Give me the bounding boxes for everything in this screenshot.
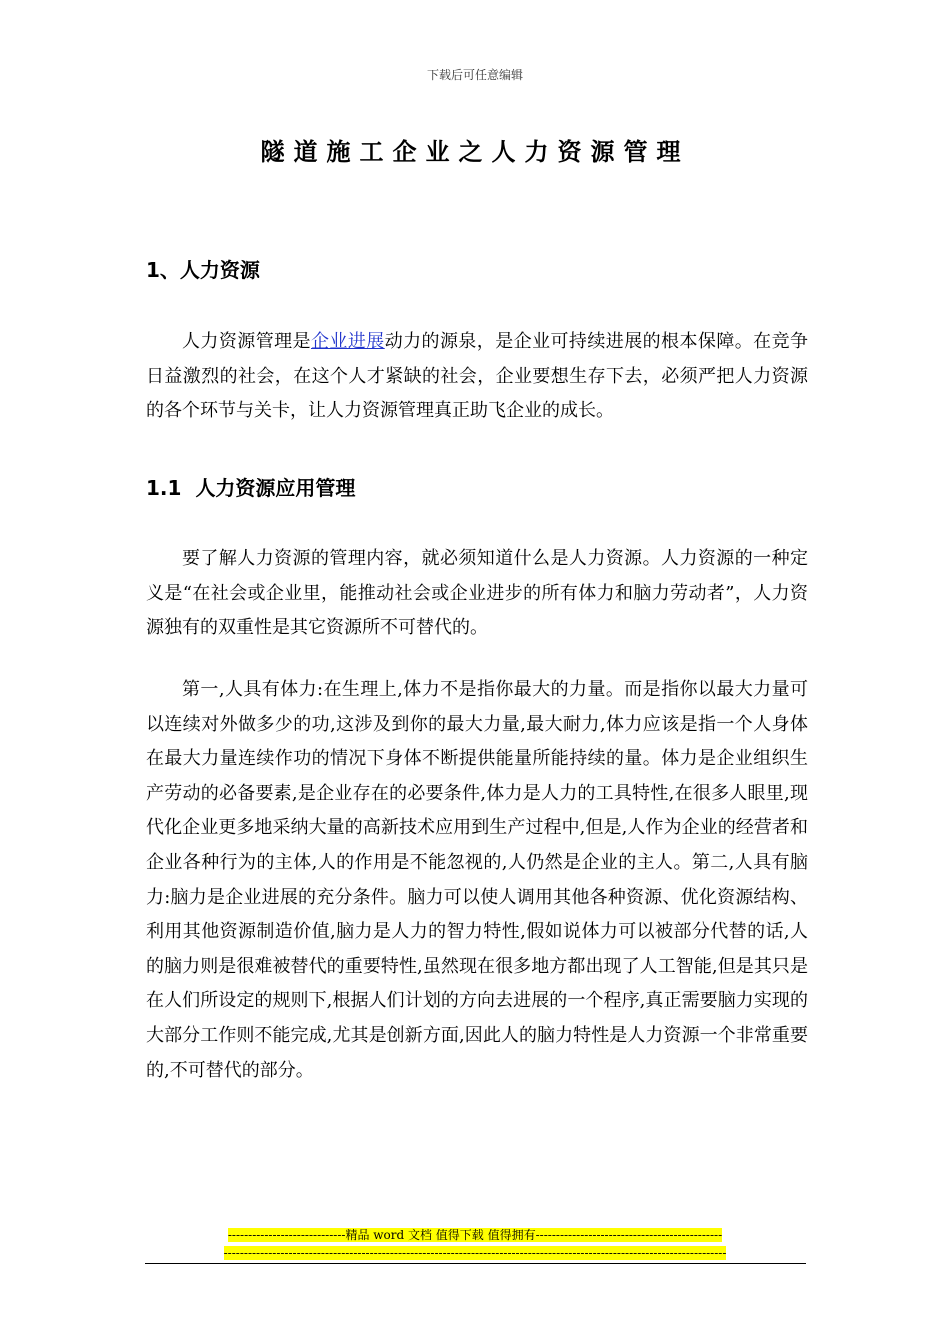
- section-1-1-paragraph-2: 第一,人具有体力:在生理上,体力不是指你最大的力量。而是指你以最大力量可以连续对外做多少的功,这涉及到你的最大力量,最大耐力,体力应该是指一个人身体在最大力量连续作功的情况下身体不断提供能量所能持续的量。体力是企业组织生产劳动的必备要素,是企业存在的必要条件,体力是人力的工具特性,在很多人眼里,现代化企业更多地采纳大量的高新技术应用到生产过程中,但是,人作为企业的经营者和企业各种行为的主体,人的作用是不能忽视的,人仍然是企业的主人。第二,人具有脑力:脑力是企业进展的充分条件。脑力可以使人调用其他各种资源、优化资源结构、利用其他资源制造价值,脑力是人力的智力特性,假如说体力可以被部分代替的话,人的脑力则是很难被替代的重要特性,虽然现在很多地方都出现了人工智能,但是其只是在人们所设定的规则下,根据人们计划的方向去进展的一个程序,真正需要脑力实现的大部分工作则不能完成,尤其是创新方面,因此人的脑力特性是人力资源一个非常重要的,不可替代的部分。: [146, 679, 808, 1081]
- document-title: 隧道施工企业之人力资源管理: [260, 138, 690, 166]
- footer-line-1: -----------------------------精品 word 文档 值得下载 值得拥有----------------------------------------------: [227, 1228, 723, 1242]
- section-1-paragraph: [146, 325, 808, 429]
- section-heading-1: 1、人力资源: [146, 258, 260, 282]
- paragraph-text: 动力的源泉，是企业可持续进展的根本保障。在竞争日益激烈的社会，在这个人才紧缺的社会，企业要想生存下去，必须严把人力资源的各个环节与关卡，让人力资源管理真正助飞企业的成长。: [146, 331, 809, 422]
- enterprise-development-link[interactable]: 企业进展: [310, 331, 385, 352]
- section-heading-1-1: [146, 472, 355, 501]
- footer-line-2: ----------------------------------------------------------------------------------------------------------------------------: [223, 1246, 727, 1260]
- section-1-1-paragraph-1: 要了解人力资源的管理内容，就必须知道什么是人力资源。人力资源的一种定义是“在社会或企业里，能推动社会或企业进步的所有体力和脑力劳动者”，人力资源独有的双重性是其它资源所不可替代的。: [146, 548, 808, 639]
- section-heading-text: 人力资源应用管理: [195, 476, 356, 500]
- header-note: 下载后可任意编辑: [426, 68, 523, 82]
- footer-banner: [0, 1226, 950, 1262]
- paragraph-text: 人力资源管理是: [182, 331, 311, 352]
- footer-divider: [145, 1263, 806, 1264]
- section-number: 1.1: [146, 476, 182, 500]
